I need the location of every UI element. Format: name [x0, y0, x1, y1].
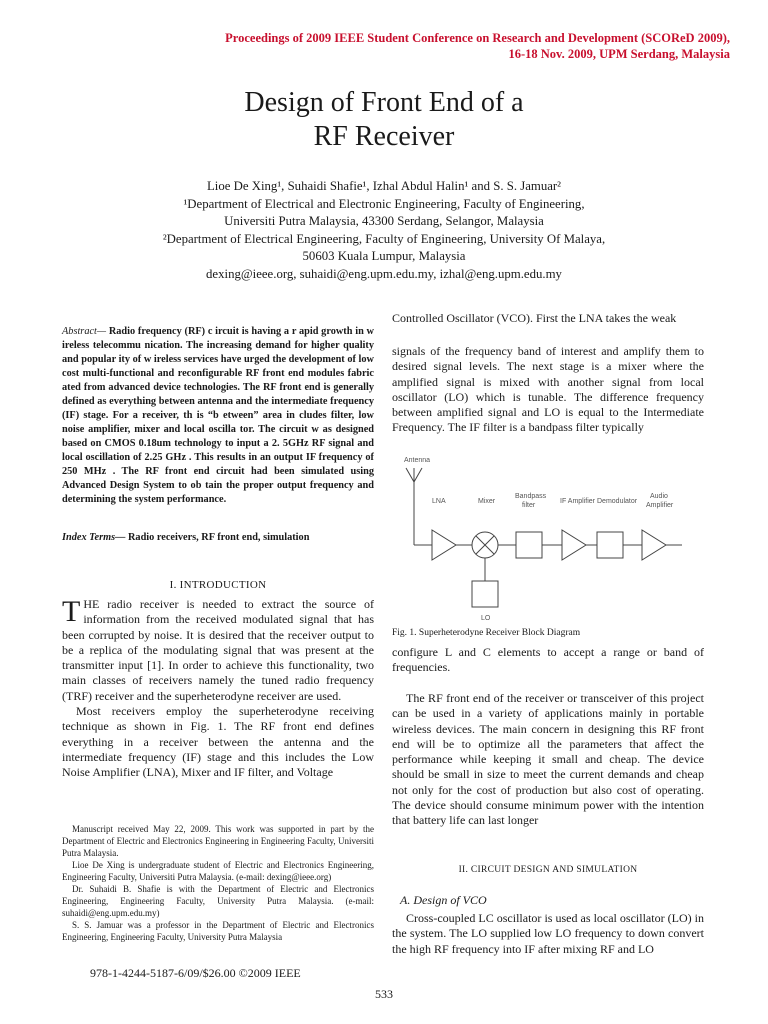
- title-line2: RF Receiver: [313, 121, 455, 152]
- if-amplifier-triangle: [562, 530, 586, 560]
- author-emails: dexing@ieee.org, suhaidi@eng.upm.edu.my, izhal@eng.upm.edu.my: [206, 266, 562, 281]
- section-heading-circuit-design: II. CIRCUIT DESIGN AND SIMULATION: [458, 865, 638, 875]
- footnote-author4: S. S. Jamuar was a professor in the Department of Electric and Electronics Engineering, Engineering Faculty, University Putra Malaysia: [62, 920, 374, 942]
- subsection-heading-vco: A. Design of VCO: [400, 893, 487, 907]
- footnote-manuscript: Manuscript received May 22, 2009. This work was supported in part by the Department of Electric and Electronics Engineering in Engineering Faculty, Universiti Putra Malaysia.: [62, 824, 374, 858]
- footnote-author2: Dr. Suhaidi B. Shafie is with the Department of Electric and Electronics Engineering, Engineering Faculty, University Putra Malaysia. (e-mail: suhaidi@eng.upm.edu.my): [62, 884, 374, 918]
- drop-cap: T: [62, 595, 81, 628]
- demodulator-label: Demodulator: [597, 498, 638, 505]
- right-column-para3-text: The RF front end of the receiver or transceiver of this project can be used in a variety of applications mainly in portable wireless devices. The main concern in designing this RF front end will be to optimize all the parameters that affect the performance while keeping it small and cheap. The device should be small in size to meet the current demands and cheap not only for the cost of production but also cost of operating. The device should consume minimum power with the intention that battery life can last longer: [392, 691, 704, 828]
- lna-label: LNA: [432, 498, 446, 505]
- audio-label-2: Amplifier: [646, 502, 674, 509]
- abstract-text: Radio frequency (RF) c ircuit is having a r apid growth in w ireless telecommu nication. The increasing demand for higher quality and popular ity of w ireless services have urged the development of low cost multi-functional and reconfigurable RF front end modules fabric ated from advanced device technologies. The RF front end is generally defined as everything between antenna and the intermediate frequency (IF) stage. For a receiver, th is “b etween” area in cludes filter, low noise amplifier, mixer and local oscilla tor. The circuit w as designed based on CMOS 0.18um technology to input a 2. 5GHz RF signal and local oscillation of 2.25 GHz . This results in an output IF frequency of 250 MHz . The RF front end circuit had been simulated using Advanced Design System to ob tain the proper output frequency and determining the system performance.: [62, 326, 374, 505]
- author-block: [0, 178, 768, 283]
- lna-triangle: [432, 530, 456, 560]
- mixer-label: Mixer: [478, 498, 496, 505]
- copyright-notice: 978-1-4244-5187-6/09/$26.00 ©2009 IEEE: [90, 966, 301, 980]
- bandpass-filter-box: [516, 532, 542, 558]
- right-column-para3: [392, 691, 704, 829]
- right-column-para2: configure L and C elements to accept a range or band of frequencies.: [392, 645, 704, 675]
- affiliation-1: ¹Department of Electrical and Electronic Engineering, Faculty of Engineering,: [183, 196, 585, 211]
- paper-title: [0, 86, 768, 154]
- affiliation-1b: Universiti Putra Malaysia, 43300 Serdang, Selangor, Malaysia: [224, 214, 544, 228]
- figure-caption: Fig. 1. Superheterodyne Receiver Block Diagram: [392, 628, 581, 638]
- introduction-para2: Most receivers employ the superheterodyne receiving technique as shown in Fig. 1. The RF front end defines everything in a receiver between the antenna and the intermediate frequency (IF) stage and this includes the Low Noise Amplifier (LNA), Mixer and IF filter, and Voltage: [62, 704, 374, 780]
- figure-block-diagram: [392, 448, 704, 628]
- author-names: Lioe De Xing¹, Suhaidi Shafie¹, Izhal Abdul Halin¹ and S. S. Jamuar²: [206, 179, 562, 193]
- antenna-label: Antenna: [404, 457, 431, 464]
- footnote-author1: Lioe De Xing is undergraduate student of Electric and Electronics Engineering, Engineering Faculty, Universiti Putra Malaysia. (e-mail: dexing@ieee.org): [62, 860, 374, 882]
- abstract-lead: Abstract—: [62, 326, 107, 337]
- section-heading-introduction: I. INTRODUCTION: [169, 579, 267, 591]
- vco-para: [392, 911, 704, 957]
- audio-label-1: Audio: [650, 493, 668, 500]
- footnote-block: [62, 823, 374, 943]
- lo-box: [472, 581, 498, 607]
- vco-para-text: Cross-coupled LC oscillator is used as local oscillator (LO) in the system. The LO supplied low LO frequency to down convert the high RF frequency into IF after mixing RF and LO: [392, 911, 704, 956]
- right-column-para1: signals of the frequency band of interest and amplify them to desired signal levels. The next stage is a mixer where the amplified signal is mixed with another signal from local oscillator (LO) which is tunable. The difference frequency between amplified signal and LO is equal to the Intermediate Frequency. The IF filter is a bandpass filter typically: [392, 344, 704, 435]
- index-terms: [62, 532, 374, 543]
- abstract: [62, 325, 374, 507]
- block-diagram-svg: [392, 448, 704, 628]
- introduction-para1-text: HE radio receiver is needed to extract the source of information from the received modulated signal that has been corrupted by noise. It is desired that the receiver output to be a replica of the modulating signal that was present at the transmitter input [1]. In order to achieve this functionality, two main classes of receivers namely the tuned radio frequency (TRF) receiver and the superheterodyne receiver are used.: [62, 597, 374, 703]
- index-terms-text: Radio receivers, RF front end, simulation: [125, 532, 310, 543]
- conference-header-line2: 16-18 Nov. 2009, UPM Serdang, Malaysia: [508, 47, 730, 61]
- introduction-para1: [62, 597, 374, 704]
- index-terms-lead: Index Terms—: [62, 532, 126, 543]
- audio-amplifier-triangle: [642, 530, 666, 560]
- bpf-label-1: Bandpass: [515, 493, 547, 500]
- title-line1: Design of Front End of a: [244, 87, 524, 118]
- lo-label: LO: [481, 615, 491, 622]
- conference-header-line1: Proceedings of 2009 IEEE Student Conference on Research and Development (SCOReD 2009),: [225, 31, 730, 45]
- conference-header: [170, 30, 730, 62]
- bpf-label-2: filter: [522, 502, 536, 509]
- affiliation-2: ²Department of Electrical Engineering, Faculty of Engineering, University Of Malaya,: [162, 231, 606, 246]
- introduction-body: [62, 597, 374, 781]
- affiliation-2b: 50603 Kuala Lumpur, Malaysia: [302, 249, 466, 263]
- demodulator-box: [597, 532, 623, 558]
- if-amplifier-label: IF Amplifier: [560, 498, 596, 505]
- page-number: 533: [375, 987, 393, 1001]
- right-column-top-line: Controlled Oscillator (VCO). First the LNA takes the weak: [392, 311, 677, 325]
